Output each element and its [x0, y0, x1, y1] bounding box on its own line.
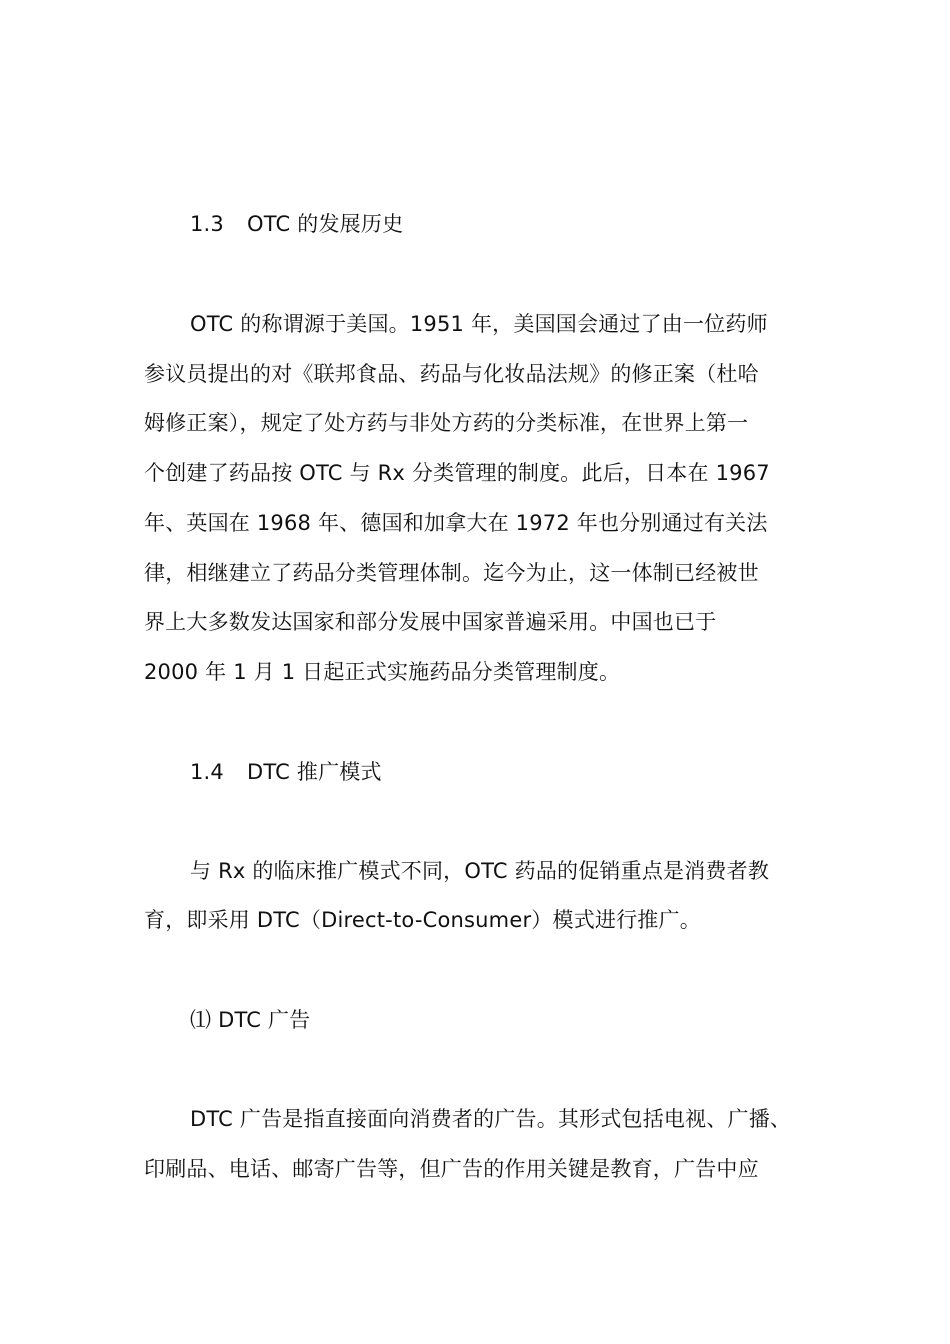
paragraph-line: 个创建了药品按 OTC 与 Rx 分类管理的制度。此后，日本在 1967	[144, 461, 770, 485]
subsection-heading-dtc-ads: ⑴ DTC 广告	[190, 1008, 311, 1032]
paragraph-line: 与 Rx 的临床推广模式不同，OTC 药品的促销重点是消费者教	[190, 859, 770, 883]
section-heading-1-3	[190, 210, 870, 238]
paragraph-line: 年、英国在 1968 年、德国和加拿大在 1972 年也分别通过有关法	[144, 511, 768, 535]
section-number: 1.3	[190, 212, 224, 236]
paragraph-line: 律，相继建立了药品分类管理体制。迄今为止，这一体制已经被世	[144, 561, 759, 585]
paragraph-line: 界上大多数发达国家和部分发展中国家普遍采用。中国也已于	[144, 610, 717, 634]
section-title: DTC 推广模式	[247, 760, 382, 784]
paragraph-line: 育，即采用 DTC（Direct-to-Consumer）模式进行推广。	[144, 908, 701, 932]
paragraph-line: DTC 广告是指直接面向消费者的广告。其形式包括电视、广播、	[190, 1107, 792, 1131]
paragraph-line: 参议员提出的对《联邦食品、药品与化妆品法规》的修正案（杜哈	[144, 362, 759, 386]
paragraph-line: 印刷品、电话、邮寄广告等，但广告的作用关键是教育，广告中应	[144, 1157, 759, 1181]
section-heading-1-4	[190, 758, 870, 786]
section-title: OTC 的发展历史	[247, 212, 404, 236]
paragraph-line: 2000 年 1 月 1 日起正式实施药品分类管理制度。	[144, 660, 621, 684]
paragraph-line: 姆修正案），规定了处方药与非处方药的分类标准，在世界上第一	[144, 411, 749, 435]
paragraph-line: OTC 的称谓源于美国。1951 年，美国国会通过了由一位药师	[190, 312, 768, 336]
section-number: 1.4	[190, 760, 224, 784]
